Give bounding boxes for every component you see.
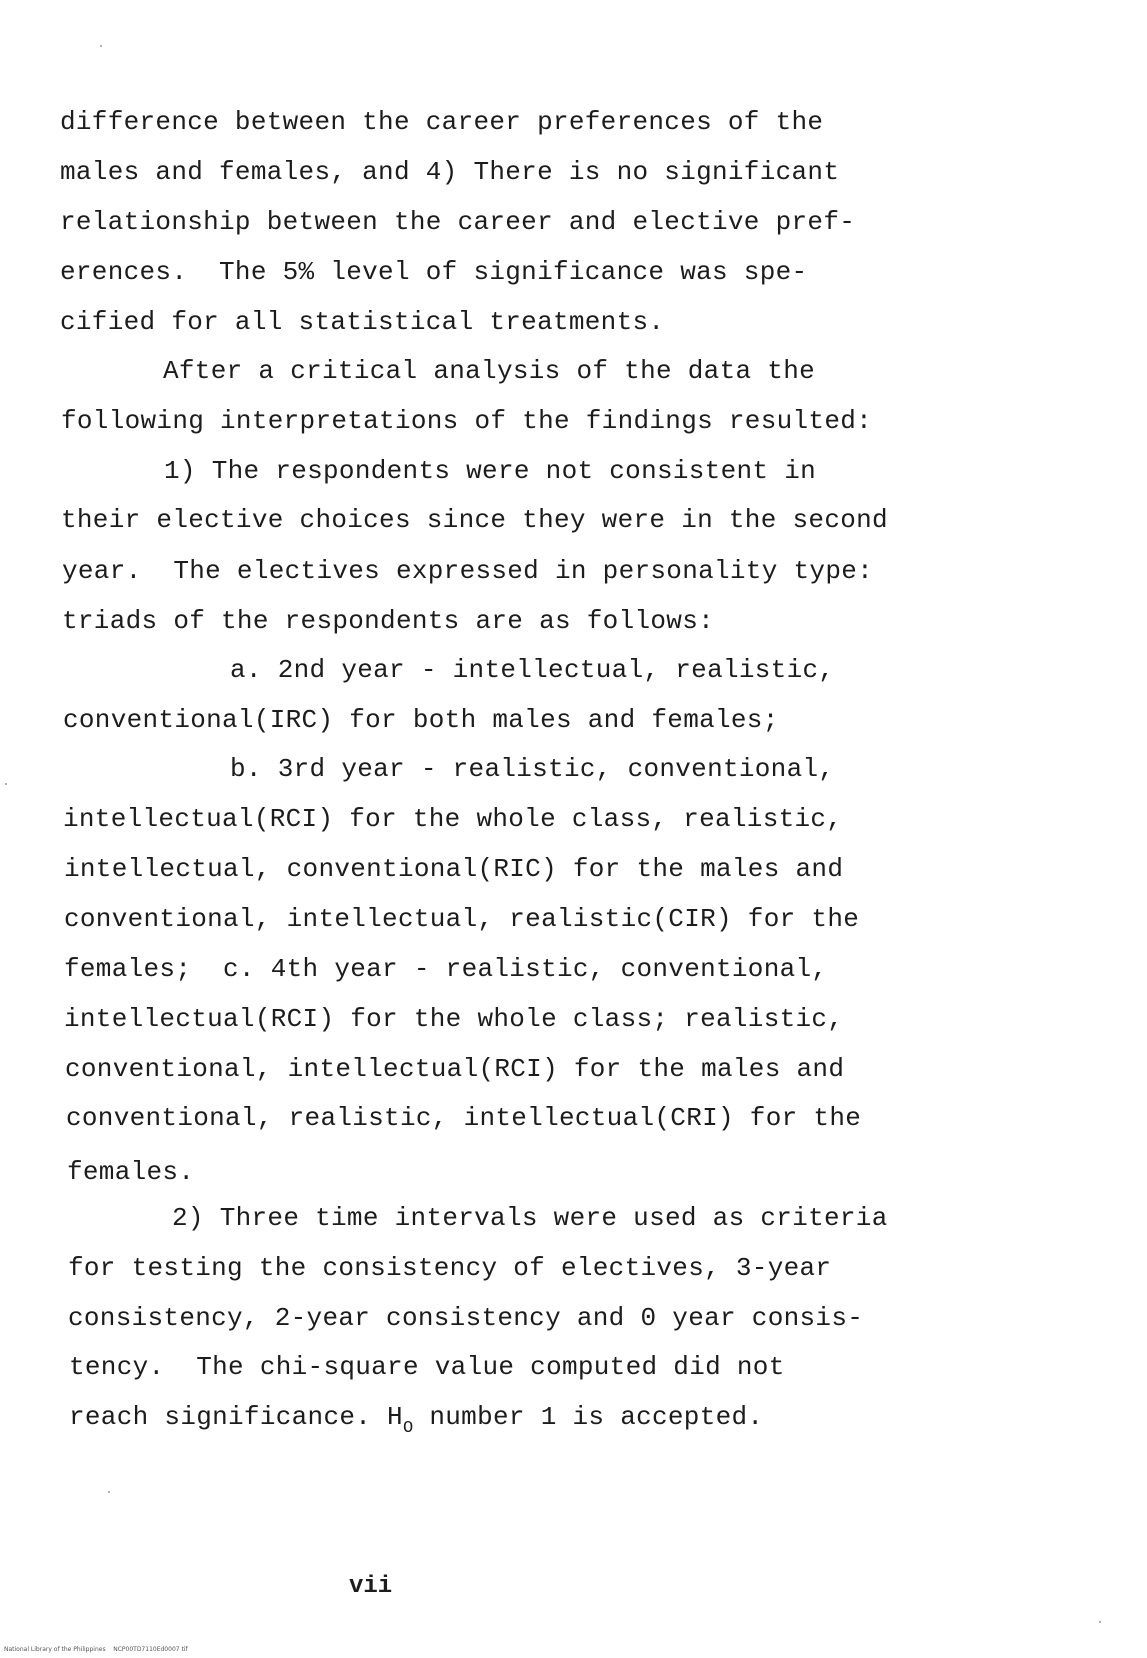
text-line: 2) Three time intervals were used as criteria [172,1203,888,1233]
text-line: triads of the respondents are as follows: [62,606,715,636]
subscript-o: O [402,1419,414,1438]
text-line: conventional, intellectual, realistic(CIR) for the [64,904,860,934]
text-line: intellectual(RCI) for the whole class, realistic, [63,804,843,834]
text-line: erences. The 5% level of significance was spe- [60,257,808,287]
text-line: 1) The respondents were not consistent in [164,456,817,486]
library-name: National Library of the Philippines [4,1646,106,1653]
text-line: females; c. 4th year - realistic, conventional, [64,954,828,984]
text-line: intellectual(RCI) for the whole class; realistic, [64,1004,844,1034]
text-line: difference between the career preferences of the [60,107,824,137]
text-line: intellectual, conventional(RIC) for the males and [64,854,844,884]
scan-speck [100,45,102,47]
text-line: their elective choices since they were in the second [61,505,888,535]
scan-file-code: NCP00TD7110Ed0007 tif [113,1646,188,1653]
scan-speck [108,1491,110,1493]
text-line: conventional, realistic, intellectual(CRI) for the [66,1103,862,1133]
text-line: following interpretations of the findings resulted: [61,406,873,436]
text-line: year. The electives expressed in personality type: [62,556,874,586]
text-line: tency. The chi-square value computed did not [69,1352,785,1382]
scan-speck [1099,1621,1101,1623]
text-line: females. [67,1157,195,1187]
page-number: vii [349,1573,393,1600]
text-line: males and females, and 4) There is no significant [60,157,840,187]
scan-speck [5,783,7,785]
text-line: After a critical analysis of the data the [163,356,816,386]
text-line-hypothesis [69,1402,763,1436]
text-line: conventional, intellectual(RCI) for the males and [65,1054,845,1084]
text-line: conventional(IRC) for both males and females; [63,705,779,735]
text-after-subscript: number 1 is accepted. [413,1402,764,1432]
scan-footer [4,1646,188,1653]
text-line: cified for all statistical treatments. [60,307,665,337]
text-before-subscript: reach significance. H [69,1402,403,1432]
text-line: b. 3rd year - realistic, conventional, [230,754,835,784]
text-line: for testing the consistency of electives, 3-year [68,1253,832,1283]
text-line: relationship between the career and elective pref- [60,207,856,237]
text-line: a. 2nd year - intellectual, realistic, [230,655,835,685]
text-line: consistency, 2-year consistency and 0 year consis- [68,1303,864,1333]
